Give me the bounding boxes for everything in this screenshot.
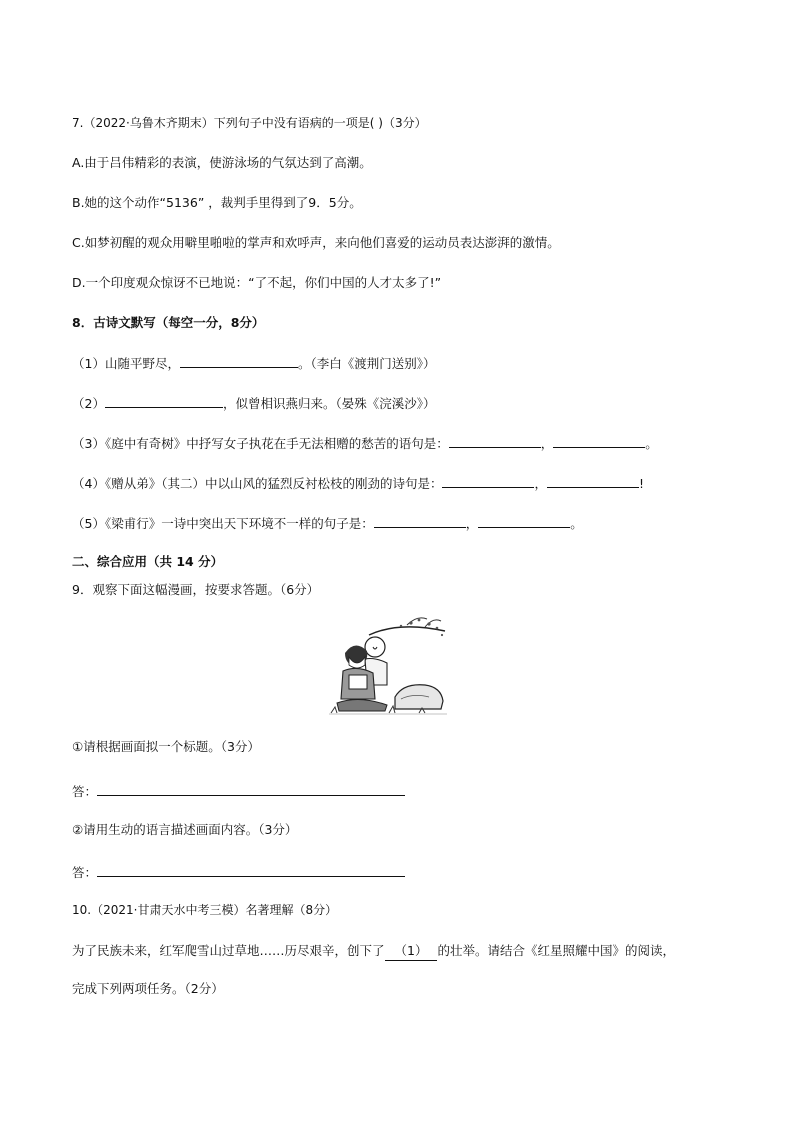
q8-item-2-post: ，似曾相识燕归来。（晏殊《浣溪沙》） [222, 396, 436, 411]
q8-item-3-sep: ， [540, 436, 554, 451]
q8-item-3-blank-2 [553, 433, 645, 448]
section-2-heading: 二、综合应用（共 14 分） [72, 554, 224, 569]
q8-item-2-text: （2） [72, 396, 105, 411]
q8-item-4-end: ! [638, 476, 644, 491]
q8-item-5-text: （5）《梁甫行》一诗中突出天下环境不一样的句子是： [72, 516, 374, 531]
q8-item-1-text: （1）山随平野尽， [72, 356, 180, 371]
q7-option-d: D.一个印度观众惊讶不已地说：“了不起，你们中国的人才太多了!” [72, 275, 442, 290]
cartoon-image [329, 613, 447, 717]
q8-item-4 [72, 473, 644, 493]
q10-text-2: 的壮举。请结合《红星照耀中国》的阅读， [437, 943, 675, 958]
q9-answer-1 [72, 781, 405, 801]
q8-item-5 [72, 513, 583, 533]
answer-line-2 [97, 862, 405, 877]
q9-answer-2 [72, 862, 405, 882]
q8-item-2-blank [105, 393, 223, 408]
q7-option-a: A.由于吕伟精彩的表演，使游泳场的气氛达到了高潮。 [72, 155, 372, 170]
q10-paragraph-line-2: 完成下列两项任务。（2分） [72, 981, 224, 996]
q8-item-2 [72, 393, 435, 413]
q8-item-3-end: 。 [645, 436, 658, 451]
q10-paragraph-line-1 [72, 942, 675, 961]
q8-item-3-text: （3）《庭中有奇树》中抒写女子执花在手无法相赠的愁苦的语句是： [72, 436, 449, 451]
q7-option-c: C.如梦初醒的观众用噼里啪啦的掌声和欢呼声，来向他们喜爱的运动员表达澎湃的激情。 [72, 235, 560, 250]
q8-item-4-sep: ， [534, 476, 547, 491]
answer-label: 答： [72, 784, 98, 799]
q8-item-5-blank-1 [374, 513, 466, 528]
q9-sub-question-2: ②请用生动的语言描述画面内容。（3分） [72, 822, 298, 837]
q8-item-4-text: （4）《赠从弟》（其二）中以山风的猛烈反衬松枝的刚劲的诗句是： [72, 476, 443, 491]
q8-item-1-blank [180, 353, 298, 368]
q7-option-b: B.她的这个动作“5136” ，裁判手里得到了9．5分。 [72, 195, 362, 210]
q8-item-4-blank-1 [442, 473, 534, 488]
answer-label: 答： [72, 865, 98, 880]
q10-blank-1: （1） [385, 942, 438, 961]
q10-text-1: 为了民族未来，红军爬雪山过草地……历尽艰辛，创下了 [72, 943, 385, 958]
q8-item-1-post: 。（李白《渡荆门送别》） [297, 356, 436, 371]
q8-item-5-sep: ， [465, 516, 479, 531]
q10-stem: 10.（2021·甘肃天水中考三模）名著理解（8分） [72, 903, 338, 917]
q8-item-3 [72, 433, 658, 453]
q8-item-5-end: 。 [570, 516, 583, 531]
q8-stem: 8．古诗文默写（每空一分，8分） [72, 315, 265, 330]
q7-stem: 7.（2022·乌鲁木齐期末）下列句子中没有语病的一项是( )（3分） [72, 116, 427, 130]
q8-item-3-blank-1 [449, 433, 541, 448]
q9-sub-question-1: ①请根据画面拟一个标题。（3分） [72, 739, 260, 754]
answer-line-1 [97, 781, 405, 796]
q8-item-1 [72, 353, 435, 373]
q8-item-4-blank-2 [547, 473, 639, 488]
q8-item-5-blank-2 [478, 513, 570, 528]
q9-stem: 9．观察下面这幅漫画，按要求答题。（6分） [72, 582, 320, 597]
